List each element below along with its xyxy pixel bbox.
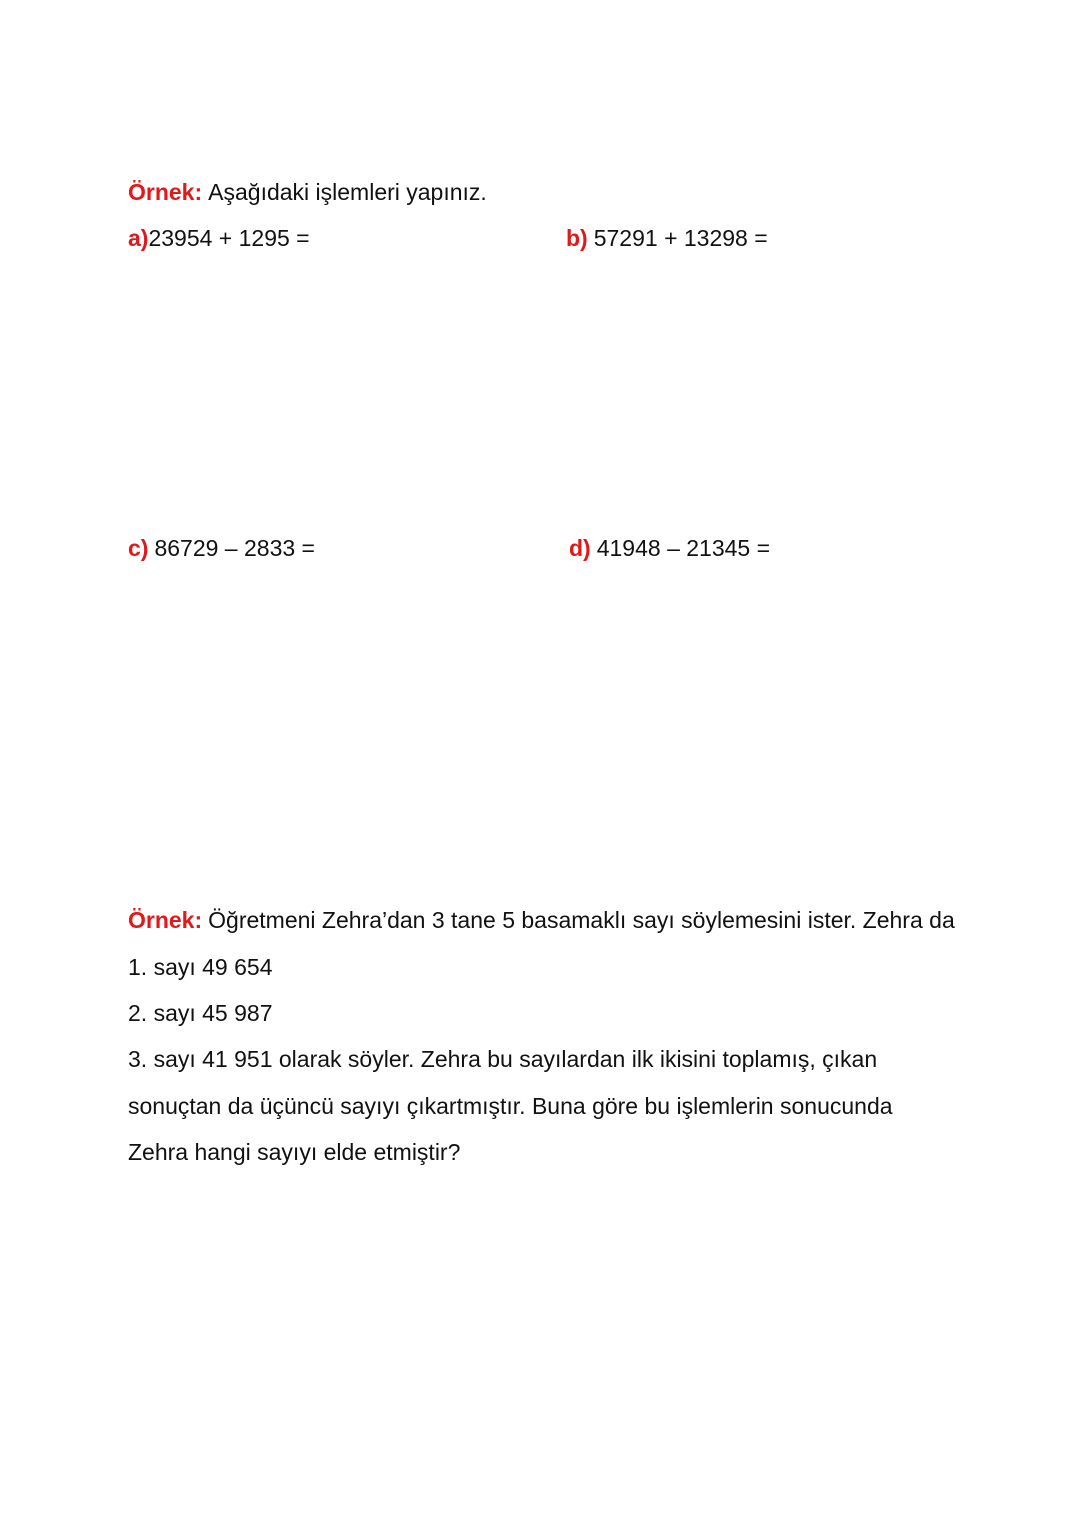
problem-a xyxy=(128,223,310,253)
word-problem-line: 2. sayı 45 987 xyxy=(128,1000,273,1026)
word-problem-question: Zehra hangi sayıyı elde etmiştir? xyxy=(128,1139,461,1165)
problem-b xyxy=(566,223,768,253)
problem-letter: a) xyxy=(128,225,149,251)
problem-expression: 41948 – 21345 = xyxy=(596,535,771,561)
word-problem-line: 3. sayı 41 951 olarak söyler. Zehra bu sayılardan ilk ikisini toplamış, çıkan xyxy=(128,1046,878,1072)
problem-c xyxy=(128,533,315,563)
problem-d xyxy=(569,533,770,563)
problem-letter: c) xyxy=(128,535,149,561)
example-label: Örnek: xyxy=(128,179,203,205)
example-1-heading xyxy=(128,177,487,207)
example-label: Örnek: xyxy=(128,907,203,933)
problem-letter: d) xyxy=(569,535,591,561)
problem-expression: 86729 – 2833 = xyxy=(154,535,315,561)
word-problem-line: 1. sayı 49 654 xyxy=(128,954,273,980)
word-problem-line: sonuçtan da üçüncü sayıyı çıkartmıştır. Buna göre bu işlemlerin sonucunda xyxy=(128,1093,893,1119)
example-2-heading xyxy=(128,905,955,935)
problem-expression: 23954 + 1295 = xyxy=(148,225,310,251)
example-instruction: Aşağıdaki işlemleri yapınız. xyxy=(208,179,487,205)
problem-expression: 57291 + 13298 = xyxy=(593,225,768,251)
word-problem-line: Öğretmeni Zehra’dan 3 tane 5 basamaklı sayı söylemesini ister. Zehra da xyxy=(208,907,955,933)
problem-letter: b) xyxy=(566,225,588,251)
